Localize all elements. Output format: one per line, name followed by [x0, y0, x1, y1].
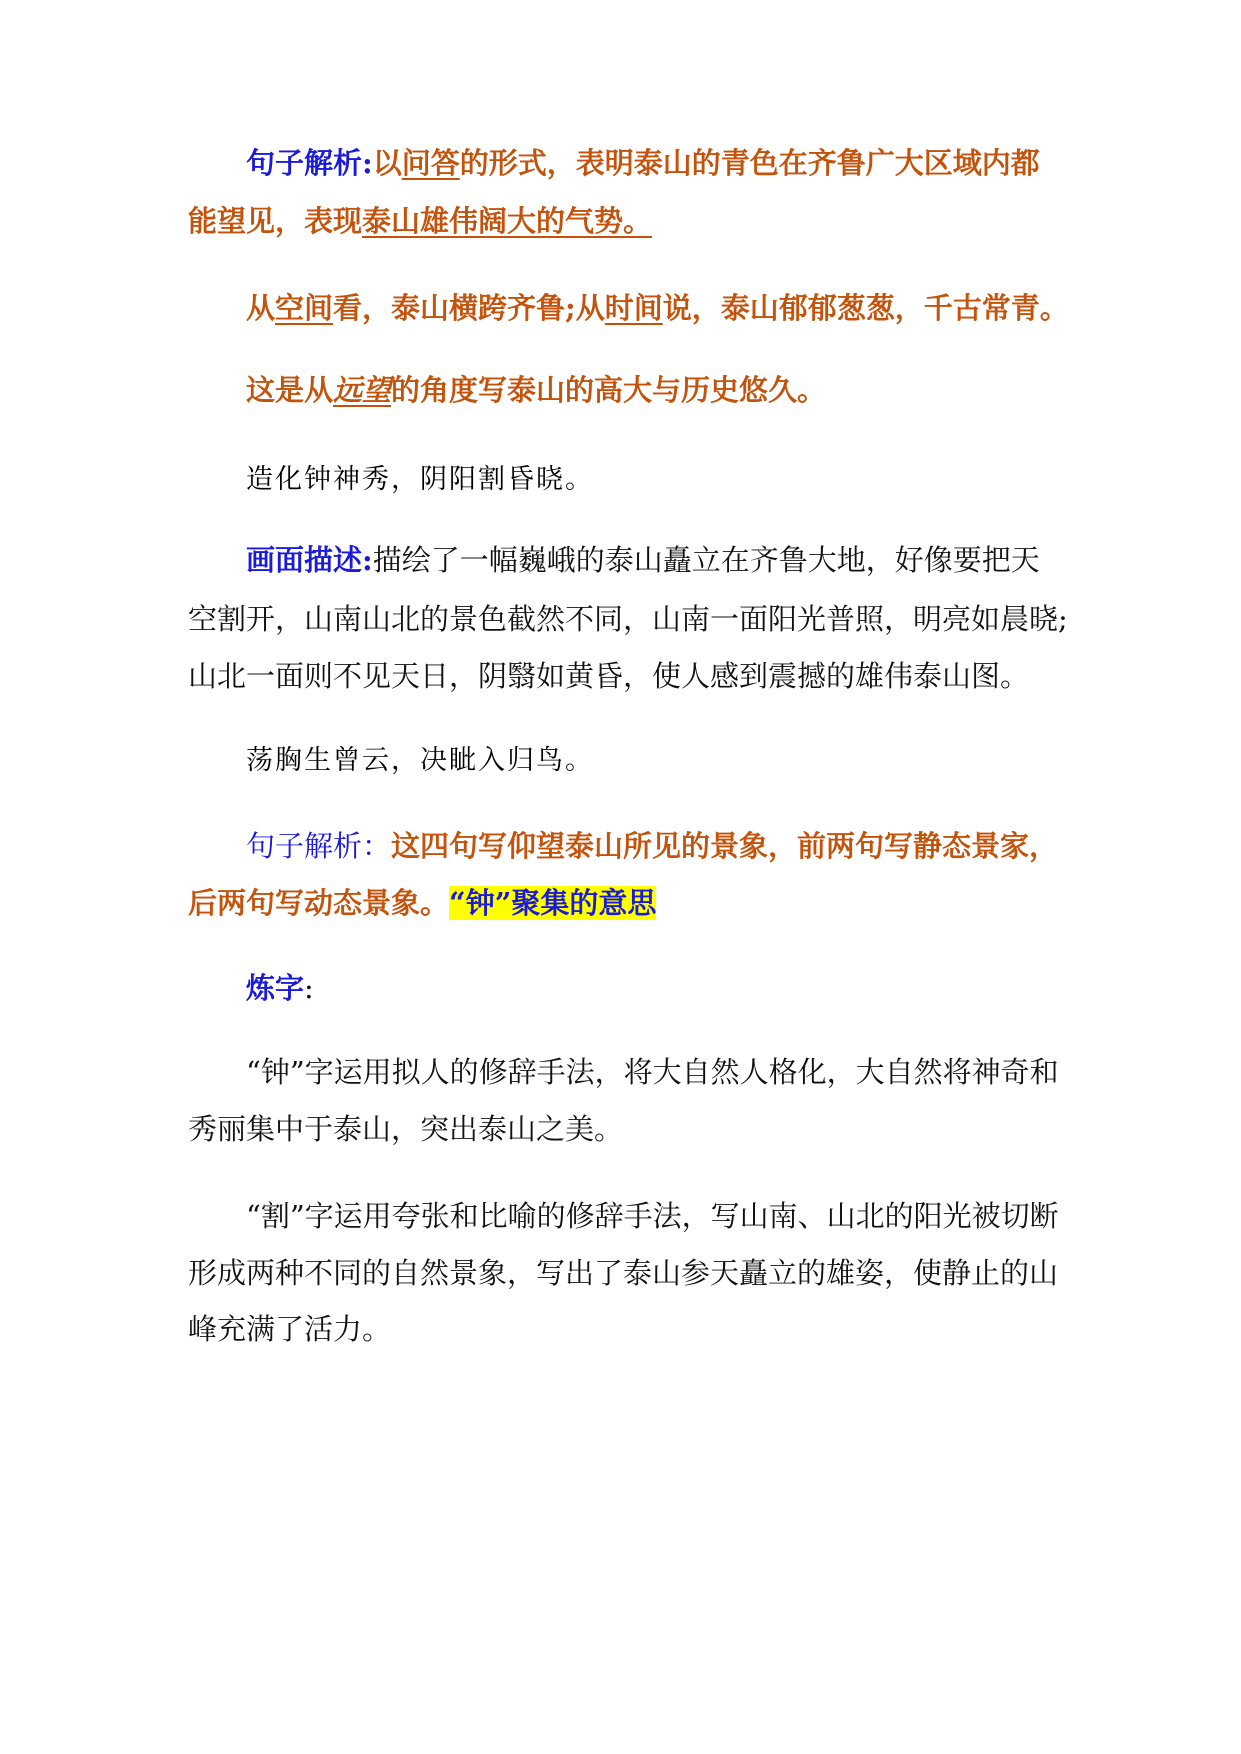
word-refining-label: 炼字 — [246, 971, 305, 1005]
poem-line-1: 造化钟神秀，阴阳割昏晓。 — [246, 464, 594, 495]
analysis-text: 以 — [372, 146, 402, 180]
analysis2-line-1 — [246, 826, 1058, 866]
analysis-text: 能望见，表现 — [188, 204, 363, 238]
description-line-2: 空割开，山南山北的景色截然不同，山南一面阳光普照，明亮如晨晓; — [188, 602, 1068, 636]
analysis-label: 句子解析: — [246, 146, 373, 180]
text: 这是从 — [246, 373, 334, 407]
description-label: 画面描述: — [246, 543, 373, 577]
text: 的角度写泰山的高大与历史悠久。 — [391, 373, 827, 407]
text: 说，泰山郁郁葱葱，千古常青。 — [662, 291, 1069, 325]
space-time-line — [246, 288, 1069, 328]
ge-paragraph-line-3: 峰充满了活力。 — [188, 1312, 392, 1346]
poem-line-2: 荡胸生曾云，决眦入归鸟。 — [246, 745, 594, 776]
text: 看，泰山横跨齐鲁;从 — [333, 291, 605, 325]
underlined-far-view: 远望 — [333, 373, 392, 407]
word-refining-heading — [246, 968, 314, 1008]
analysis2-label: 句子解析： — [246, 829, 392, 863]
perspective-line — [246, 370, 826, 410]
underlined-space: 空间 — [275, 291, 334, 325]
highlighted-note: “钟”聚集的意思 — [449, 886, 657, 920]
colon: : — [304, 971, 314, 1005]
ge-paragraph-line-1: “割”字运用夸张和比喻的修辞手法，写山南、山北的阳光被切断 — [246, 1199, 1059, 1233]
analysis-underlined: 泰山雄伟阔大的气势。 — [362, 204, 653, 238]
analysis-underlined: 问答 — [401, 146, 460, 180]
description-line-1 — [246, 540, 1040, 580]
analysis-line-1 — [246, 143, 1040, 183]
analysis2-text: 这四句写仰望泰山所见的景象，前两句写静态景家， — [391, 829, 1059, 863]
zhong-paragraph-line-1: “钟”字运用拟人的修辞手法，将大自然人格化，大自然将神奇和 — [246, 1055, 1059, 1089]
analysis-line-2 — [188, 201, 652, 241]
analysis2-text: 后两句写动态景象。 — [188, 886, 450, 920]
text: 从 — [246, 291, 276, 325]
description-line-3: 山北一面则不见天日，阴翳如黄昏，使人感到震撼的雄伟泰山图。 — [188, 659, 1030, 693]
analysis-text: 的形式，表明泰山的青色在齐鲁广大区域内都 — [459, 146, 1040, 180]
description-text: 描绘了一幅巍峨的泰山矗立在齐鲁大地，好像要把天 — [372, 543, 1040, 577]
underlined-time: 时间 — [604, 291, 663, 325]
ge-paragraph-line-2: 形成两种不同的自然景象，写出了泰山参天矗立的雄姿，使静止的山 — [188, 1256, 1059, 1290]
analysis2-line-2 — [188, 883, 656, 923]
zhong-paragraph-line-2: 秀丽集中于泰山，突出泰山之美。 — [188, 1112, 624, 1146]
